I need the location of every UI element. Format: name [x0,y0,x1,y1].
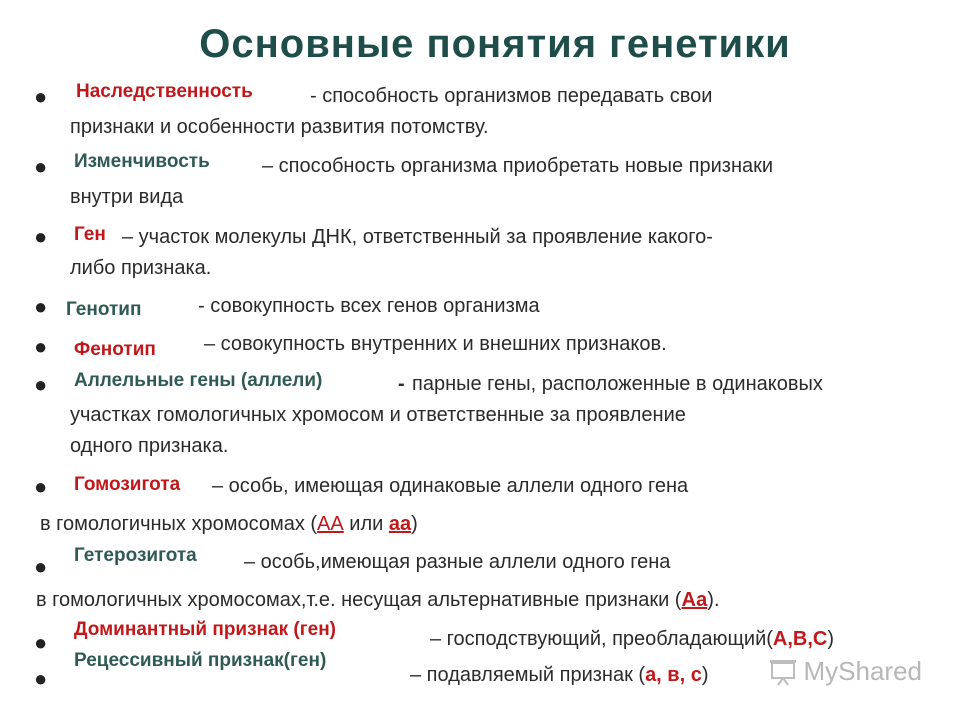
recessive-def-c: ) [701,664,709,686]
term-gene: Ген [74,224,106,245]
dominant-def-c: ) [827,628,835,650]
def-phenotype: – совокупность внутренних и внешних признаков. [204,333,667,355]
allele-Aa: Аа [681,589,708,611]
def-variability-line1: – способность организма приобретать новые признаки [262,155,774,177]
def-gene-line1: – участок молекулы ДНК, ответственный за проявление какого- [122,226,713,248]
bullet-4: ● [34,294,48,319]
def-heredity-line1: - способность организмов передавать свои [310,85,713,107]
bullet-6: ● [34,372,48,397]
term-homozygote: Гомозигота [74,474,181,495]
term-heterozygote: Гетерозигота [74,545,197,566]
def-recessive [410,664,709,687]
term-alleles: Аллельные гены (аллели) [74,370,323,391]
term-phenotype: Фенотип [74,339,156,360]
def-heterozygote-line2 [36,589,720,612]
def-dominant [430,628,834,651]
term-dominant: Доминантный признак (ген) [74,619,336,640]
dominant-def-a: – господствующий, преобладающий( [430,628,773,650]
def-alleles-line2: участках гомологичных хромосом и ответственные за проявление [70,404,686,426]
watermark-text: MyShared [803,656,922,686]
bullet-1: ● [34,84,48,109]
term-variability: Изменчивость [74,151,210,172]
heterozygote-line2-a: в гомологичных хромосомах,т.е. несущая альтернативные признаки ( [36,589,682,611]
watermark [768,656,923,687]
page-title: Основные понятия генетики [199,22,791,66]
def-heredity-line2: признаки и особенности развития потомству. [70,116,489,138]
bullet-7: ● [34,474,48,499]
term-genotype: Генотип [66,299,142,320]
def-heterozygote-line1: – особь,имеющая разные аллели одного гена [244,551,671,573]
def-gene-line2: либо признака. [70,257,212,279]
def-alleles-line1: парные гены, расположенные в одинаковых [412,373,823,395]
bullet-2: ● [34,154,48,179]
bullet-10: ● [34,666,48,691]
bullet-9: ● [34,630,48,655]
def-alleles-line3: одного признака. [70,435,229,457]
bullet-8: ● [34,554,48,579]
heterozygote-line2-c: ). [707,589,720,611]
allele-AA: АА [317,513,344,535]
bullet-3: ● [34,224,48,249]
bullet-5: ● [34,334,48,359]
recessive-letters: а, в, с [645,664,702,686]
def-genotype: - совокупность всех генов организма [198,295,540,317]
projector-screen-icon [768,658,798,686]
allele-aa: аа [388,513,412,535]
alleles-dash: - [398,373,405,395]
def-variability-line2: внутри вида [70,186,184,208]
def-homozygote-line2 [40,513,418,536]
term-recessive: Рецессивный признак(ген) [74,650,327,671]
recessive-def-a: – подавляемый признак ( [410,664,646,686]
homozygote-line2-b: или [343,513,389,535]
homozygote-line2-c: ) [411,513,418,535]
term-heredity: Наследственность [76,81,253,102]
def-homozygote-line1: – особь, имеющая одинаковые аллели одного гена [212,475,689,497]
homozygote-line2-a: в гомологичных хромосомах ( [40,513,318,535]
dominant-letters: А,В,С [772,628,828,650]
